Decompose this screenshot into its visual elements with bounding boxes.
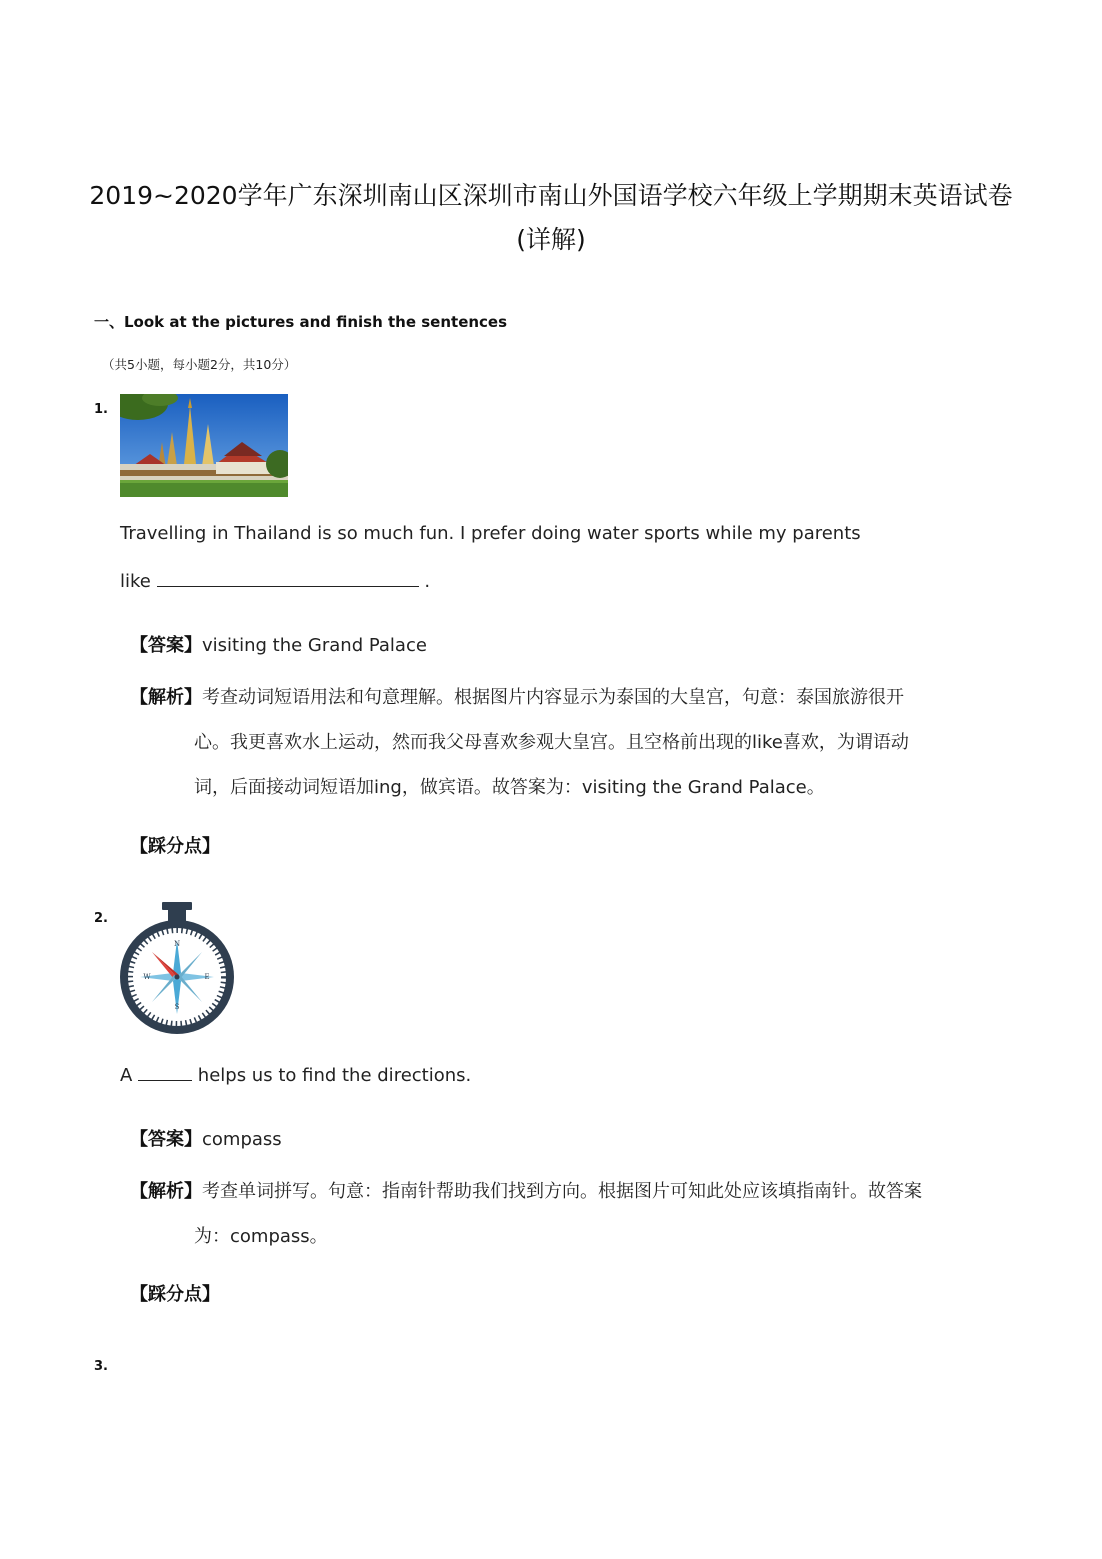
points-tag: 【踩分点】 bbox=[130, 1284, 220, 1305]
compass-letter-n: N bbox=[173, 940, 181, 948]
section-heading: 一、Look at the pictures and finish the sentences bbox=[94, 313, 508, 331]
analysis-line-2: 心。我更喜欢水上运动，然而我父母喜欢参观大皇宫。且空格前出现的like喜欢，为谓语动 bbox=[194, 732, 909, 753]
analysis-line-1: 考查单词拼写。句意：指南针帮助我们找到方向。根据图片可知此处应该填指南针。故答案 bbox=[202, 1181, 922, 1202]
compass-letter-s: S bbox=[174, 1003, 180, 1011]
title-line-1: 2019~2020学年广东深圳南山区深圳市南山外国语学校六年级上学期期末英语试卷 bbox=[89, 181, 1013, 210]
analysis-tag: 【解析】 bbox=[130, 1181, 202, 1202]
answer-tag: 【答案】 bbox=[130, 635, 202, 656]
question-1-stem-line-1: Travelling in Thailand is so much fun. I prefer doing water sports while my parents bbox=[120, 523, 861, 544]
page-title bbox=[60, 174, 1042, 262]
answer-tag: 【答案】 bbox=[130, 1129, 202, 1150]
stem-text-after-blank: . bbox=[424, 571, 431, 592]
stem-text-before-blank: A bbox=[120, 1065, 133, 1086]
title-line-2: (详解) bbox=[516, 225, 586, 254]
grand-palace-photo bbox=[120, 394, 288, 497]
answer-text: visiting the Grand Palace bbox=[202, 635, 427, 656]
answer-text: compass bbox=[202, 1129, 282, 1150]
section-note: （共5小题，每小题2分，共10分） bbox=[102, 357, 297, 372]
question-2-points bbox=[130, 1280, 220, 1306]
question-number-1: 1. bbox=[94, 402, 108, 417]
compass-letter-e: E bbox=[204, 973, 210, 981]
question-1-points bbox=[130, 832, 220, 858]
analysis-line-3: 词，后面接动词短语加ing，做宾语。故答案为：visiting the Grand Palace。 bbox=[194, 777, 825, 798]
question-number-3: 3. bbox=[94, 1359, 108, 1374]
answer-blank bbox=[157, 568, 419, 587]
question-1-analysis bbox=[130, 675, 909, 810]
stem-text-after-blank: helps us to find the directions. bbox=[197, 1065, 472, 1086]
analysis-tag: 【解析】 bbox=[130, 687, 202, 708]
compass-icon bbox=[118, 902, 236, 1036]
compass-letter-w: W bbox=[143, 973, 151, 981]
points-tag: 【踩分点】 bbox=[130, 836, 220, 857]
analysis-line-2: 为：compass。 bbox=[194, 1226, 328, 1247]
question-2-stem bbox=[120, 1062, 471, 1086]
question-number-2: 2. bbox=[94, 911, 108, 926]
question-1-answer bbox=[130, 631, 427, 657]
question-2-answer bbox=[130, 1125, 282, 1151]
question-1-stem-line-2 bbox=[120, 568, 430, 592]
answer-blank bbox=[138, 1062, 192, 1081]
question-2-analysis bbox=[130, 1169, 922, 1259]
stem-text-before-blank: like bbox=[120, 571, 151, 592]
analysis-line-1: 考查动词短语用法和句意理解。根据图片内容显示为泰国的大皇宫，句意：泰国旅游很开 bbox=[202, 687, 904, 708]
